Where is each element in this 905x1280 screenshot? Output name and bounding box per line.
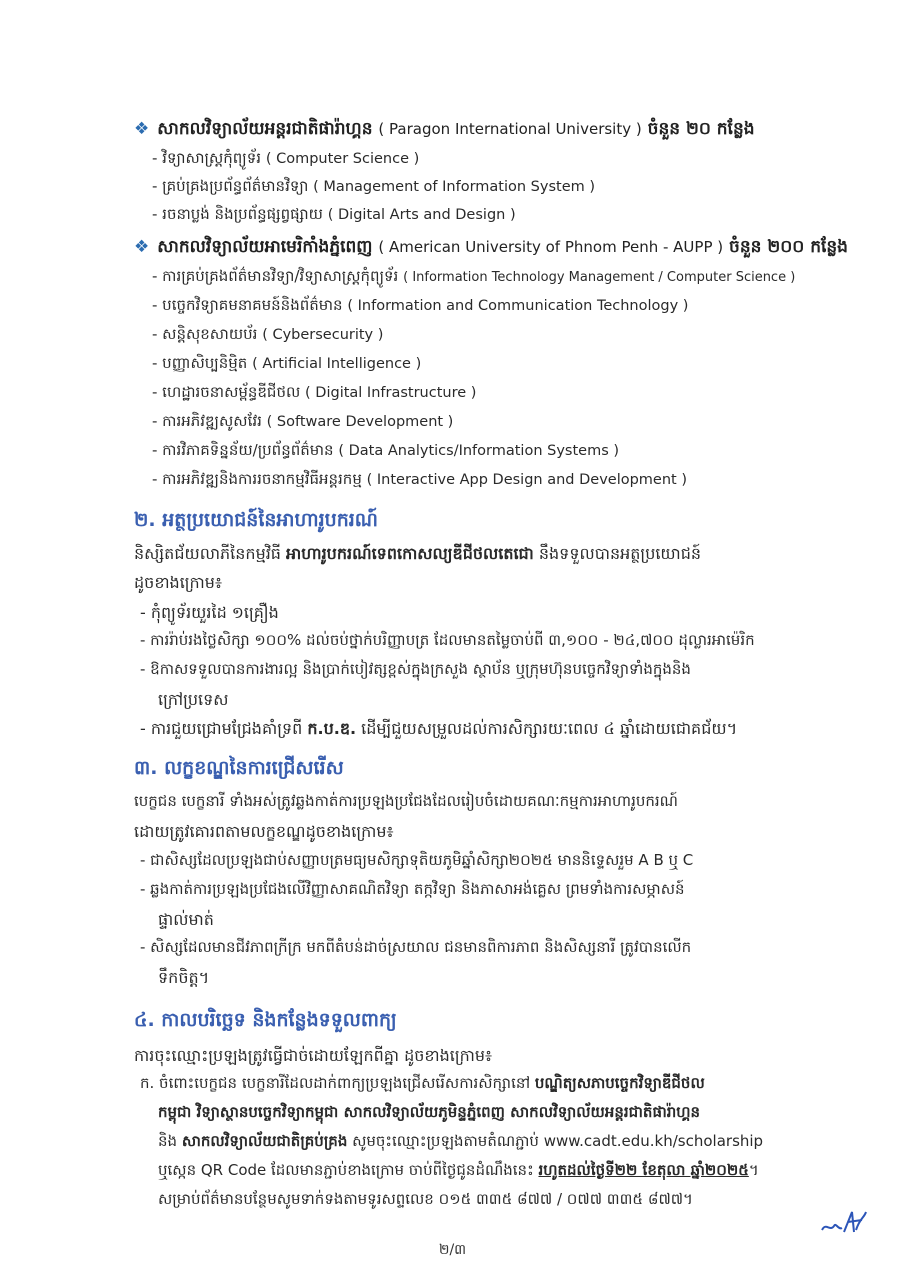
- scholarship-link[interactable]: សូមចុះឈ្មោះប្រឡងតាមតំណភ្ជាប់ www.cadt.edu.kh/scholarship: [347, 1132, 764, 1150]
- program-item: - ការគ្រប់គ្រងព័ត៌មានវិទ្យា/វិទ្យាសាស្ត្រកុំព្យូទ័រ ( Information Technology Management / Computer Science ): [152, 267, 796, 285]
- application-line: ក. ចំពោះបេក្ខជន បេក្ខនារីដែលដាក់ពាក្យប្រឡងជ្រើសរើសការសិក្សានៅ បណ្ឌិត្យសភាបច្ចេកវិទ្យាឌីជីថល: [140, 1074, 705, 1092]
- section-3-title: ៣. លក្ខខណ្ឌនៃការជ្រើសរើស: [134, 757, 344, 779]
- criteria-item: - ជាសិស្សដែលប្រឡងជាប់សញ្ញាបត្រមធ្យមសិក្សាទុតិយភូមិឆ្នាំសិក្សា២០២៥ មាននិទ្ទេសរួម A B ឬ C: [140, 851, 694, 869]
- benefit-item: - ការជួយជ្រោមជ្រែងគាំទ្រពី ក.ប.ឌ. ដើម្បីជួយសម្រួលដល់ការសិក្សារយៈពេល ៤ ឆ្នាំដោយជោគជ័យ។: [140, 719, 738, 738]
- program-item: - ការអភិវឌ្ឍនិងការរចនាកម្មវិធីអន្តរកម្ម ( Interactive App Design and Development ): [152, 470, 687, 488]
- program-item: - ការវិភាគទិន្នន័យ/ប្រព័ន្ធព័ត៌មាន ( Data Analytics/Information Systems ): [152, 441, 620, 459]
- program-item: - រចនាប្លង់ និងប្រព័ន្ធផ្សព្វផ្សាយ ( Digital Arts and Design ): [152, 205, 516, 223]
- application-line: ឬស្កេន QR Code ដែលមានភ្ជាប់ខាងក្រោម ចាប់ពីថ្ងៃជូនដំណឹងនេះ រហូតដល់ថ្ងៃទី២២ ខែតុលា ឆ្នាំ២០២៥។: [158, 1161, 759, 1179]
- diamond-bullet-icon: ❖: [134, 237, 150, 257]
- program-item: - ការអភិវឌ្ឍសូសវែរ ( Software Development ): [152, 412, 454, 430]
- diamond-bullet-icon: ❖: [134, 119, 150, 139]
- university-seats: ចំនួន ២០ កន្លែង: [647, 119, 755, 139]
- criteria-item: - ឆ្លងកាត់ការប្រឡងប្រជែងលើវិញ្ញាសាគណិតវិទ្យា តក្កវិទ្យា និងភាសាអង់គ្លេស ព្រមទាំងការសម្ភាសន៍: [140, 880, 685, 898]
- application-line: កម្ពុជា វិទ្យាស្ថានបច្ចេកវិទ្យាកម្ពុជា សាកលវិទ្យាល័យភូមិន្ទភ្នំពេញ សាកលវិទ្យាល័យអន្តរជាតិផារ៉ាហ្គន: [158, 1103, 701, 1121]
- section-3-intro-cont: ដោយត្រូវគោរពតាមលក្ខខណ្ឌដូចខាងក្រោម៖: [134, 822, 394, 841]
- section-2-intro-cont: ដូចខាងក្រោម៖: [134, 573, 222, 592]
- benefit-item-cont: ក្រៅប្រទេស: [158, 690, 229, 709]
- university-name-km: សាកលវិទ្យាល័យអន្តរជាតិផារ៉ាហ្គន: [157, 119, 373, 139]
- contact-line: សម្រាប់ព័ត៌មានបន្ថែមសូមទាក់ទងតាមទូរសព្ទលេខ ០១៥ ៣៣៥ ៨៧៧ / ០៧៧ ៣៣៥ ៨៧៧។: [158, 1190, 693, 1208]
- university-name-km: សាកលវិទ្យាល័យអាមេរិកាំងភ្នំពេញ: [157, 237, 373, 257]
- benefit-item: - កុំព្យូទ័រយួរដៃ ១គ្រឿង: [140, 603, 279, 622]
- application-line: និង សាកលវិទ្យាល័យជាតិគ្រប់គ្រង សូមចុះឈ្មោះប្រឡងតាមតំណភ្ជាប់ www.cadt.edu.kh/scholarship: [158, 1132, 764, 1150]
- benefit-item: - ការរ៉ាប់រងថ្លៃសិក្សា ១០០% ដល់ចប់ថ្នាក់បរិញ្ញាបត្រ ដែលមានតម្លៃចាប់ពី ៣,១០០ - ២៤,៧០០ ដុល្លារអាម៉េរិក: [140, 631, 755, 649]
- criteria-item-cont: ទឹកចិត្ត។: [158, 968, 210, 987]
- initials-signature-icon: [818, 1208, 870, 1238]
- university-heading-paragon: [134, 118, 755, 143]
- university-name-en: ( Paragon International University ): [378, 120, 642, 138]
- program-item: - គ្រប់គ្រងប្រព័ន្ធព័ត៌មានវិទ្យា ( Management of Information System ): [152, 177, 596, 195]
- section-2-intro: និស្សិតជ័យលាភីនៃកម្មវិធី អាហារូបករណ៍ទេពកោសល្យឌីជីថលតេជោ នឹងទទួលបានអត្ថប្រយោជន៍: [134, 544, 702, 563]
- program-item: - សន្តិសុខសាយប័រ ( Cybersecurity ): [152, 325, 384, 343]
- program-item: - បច្ចេកវិទ្យាគមនាគមន៍និងព័ត៌មាន ( Information and Communication Technology ): [152, 296, 689, 314]
- program-item: - វិទ្យាសាស្ត្រកុំព្យូទ័រ ( Computer Science ): [152, 149, 420, 167]
- program-item: - បញ្ញាសិប្បនិម្មិត ( Artificial Intelligence ): [152, 354, 422, 372]
- page-number: ២/៣: [438, 1242, 467, 1258]
- criteria-item-cont: ផ្ទាល់មាត់: [158, 910, 214, 929]
- section-3-intro: បេក្ខជន បេក្ខនារី ទាំងអស់ត្រូវឆ្លងកាត់ការប្រឡងប្រជែងដែលរៀបចំដោយគណៈកម្មការអាហារូបករណ៍: [134, 792, 678, 810]
- benefit-item: - ឱកាសទទួលបានការងារល្អ និងប្រាក់បៀវត្សខ្ពស់ក្នុងក្រសួង ស្ថាប័ន ឬក្រុមហ៊ុនបច្ចេកវិទ្យាទាំងក្នុងនិង: [140, 660, 691, 678]
- section-2-title: ២. អត្ថប្រយោជន៍នៃអាហារូបករណ៍: [134, 509, 379, 531]
- program-item: - ហេដ្ឋារចនាសម្ព័ន្ធឌីជីថល ( Digital Infrastructure ): [152, 383, 477, 401]
- university-name-en: ( American University of Phnom Penh - AUPP ): [378, 238, 724, 256]
- criteria-item: - សិស្សដែលមានជីវភាពក្រីក្រ មកពីតំបន់ដាច់ស្រយាល ជនមានពិការភាព និងសិស្សនារី ត្រូវបានលើក: [140, 938, 692, 956]
- section-4-title: ៤. កាលបរិច្ឆេទ និងកន្លែងទទួលពាក្យ: [134, 1009, 397, 1031]
- university-heading-aupp: [134, 236, 848, 261]
- section-4-intro: ការចុះឈ្មោះប្រឡងត្រូវធ្វើជាច់ដោយឡែកពីគ្នា ដូចខាងក្រោម៖: [134, 1046, 493, 1065]
- university-seats: ចំនួន ២០០ កន្លែង: [729, 237, 848, 257]
